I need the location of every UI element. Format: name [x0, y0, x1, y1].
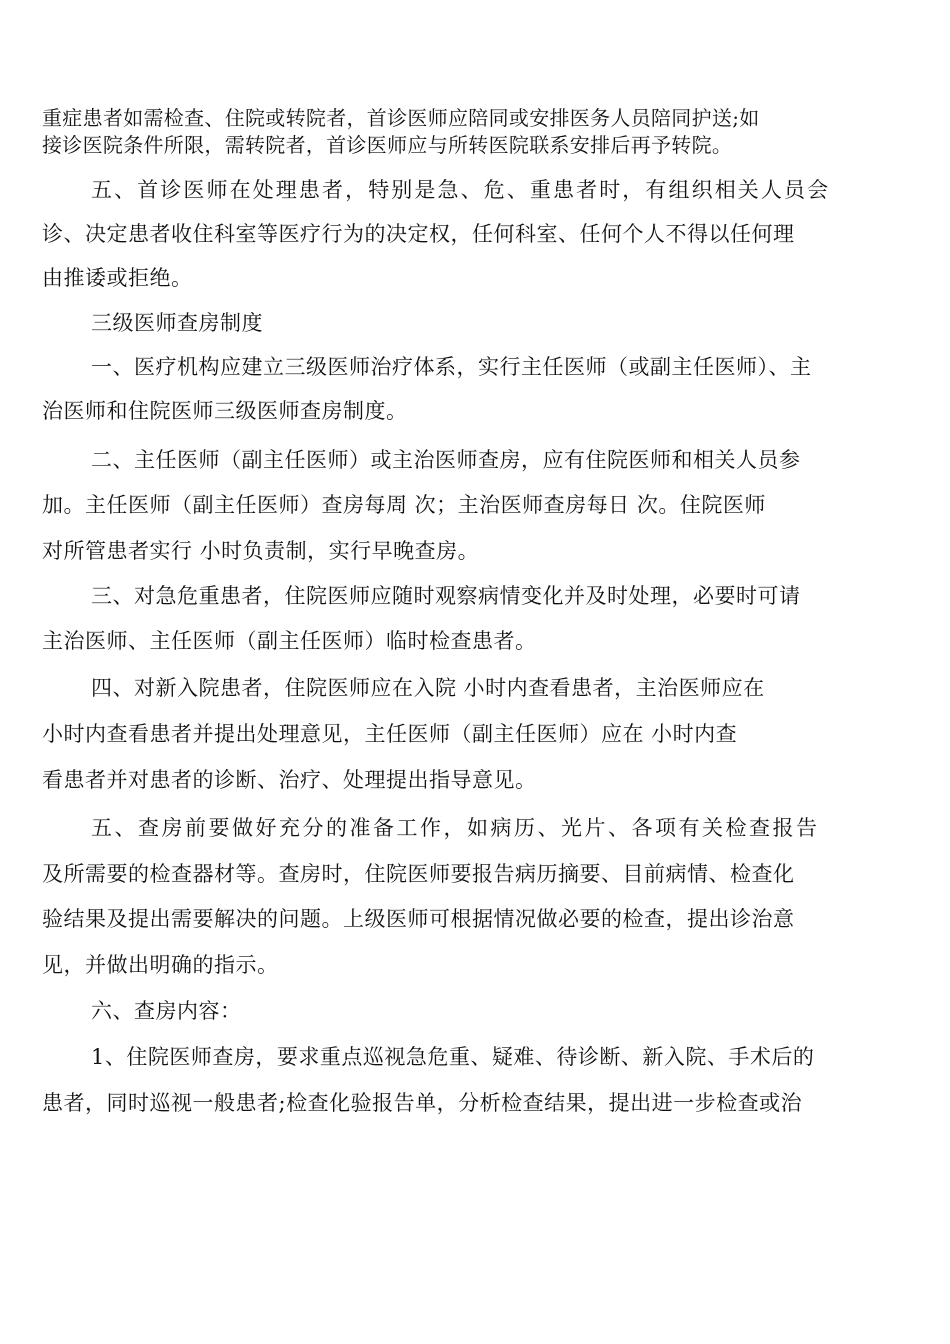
text-line: 小时内查看患者并提出处理意见，主任医师（副主任医师）应在 小时内查: [42, 722, 738, 746]
text-line: 治医师和住院医师三级医师查房制度。: [42, 399, 408, 423]
section-heading: 三级医师查房制度: [91, 311, 263, 335]
text-line: 看患者并对患者的诊断、治疗、处理提出指导意见。: [42, 768, 537, 792]
text-line: 诊、决定患者收住科室等医疗行为的决定权，任何科室、任何个人不得以任何理: [42, 222, 795, 246]
text-line: 及所需要的检查器材等。查房时，住院医师要报告病历摘要、目前病情、检查化: [42, 862, 795, 886]
text-line: 对所管患者实行 小时负责制，实行早晚查房。: [42, 539, 480, 563]
paragraph-line: 五、首诊医师在处理患者，特别是急、危、重患者时，有组织相关人员会: [91, 178, 831, 202]
text-line: 见，并做出明确的指示。: [42, 953, 279, 977]
text-line: 患者，同时巡视一般患者;检查化验报告单，分析检查结果，提出进一步检查或治: [42, 1091, 803, 1115]
text-line: 由推诿或拒绝。: [42, 266, 193, 290]
text-line: 主治医师、主任医师（副主任医师）临时检查患者。: [42, 629, 537, 653]
paragraph-line: 1、住院医师查房，要求重点巡视急危重、疑难、待诊断、新入院、手术后的: [91, 1045, 815, 1069]
paragraph-line: 三、对急危重患者，住院医师应随时观察病情变化并及时处理，必要时可请: [91, 584, 801, 608]
text-line: 验结果及提出需要解决的问题。上级医师可根据情况做必要的检查，提出诊治意: [42, 907, 795, 931]
paragraph-line: 六、查房内容：: [91, 999, 242, 1023]
text-line: 加。主任医师（副主任医师）查房每周 次；主治医师查房每日 次。住院医师: [42, 493, 766, 517]
paragraph-line: 四、对新入院患者，住院医师应在入院 小时内查看患者，主治医师应在: [91, 676, 765, 700]
paragraph-line: 一、医疗机构应建立三级医师治疗体系，实行主任医师（或副主任医师）、主: [91, 355, 812, 379]
text-line: 接诊医院条件所限，需转院者，首诊医师应与所转医院联系安排后再予转院。: [42, 133, 733, 157]
paragraph-line: 五、查房前要做好充分的准备工作，如病历、光片、各项有关检查报告: [91, 816, 820, 840]
text-line: 重症患者如需检查、住院或转院者，首诊医师应陪同或安排医务人员陪同护送;如: [42, 106, 760, 130]
paragraph-line: 二、主任医师（副主任医师）或主治医师查房，应有住院医师和相关人员参: [91, 448, 801, 472]
